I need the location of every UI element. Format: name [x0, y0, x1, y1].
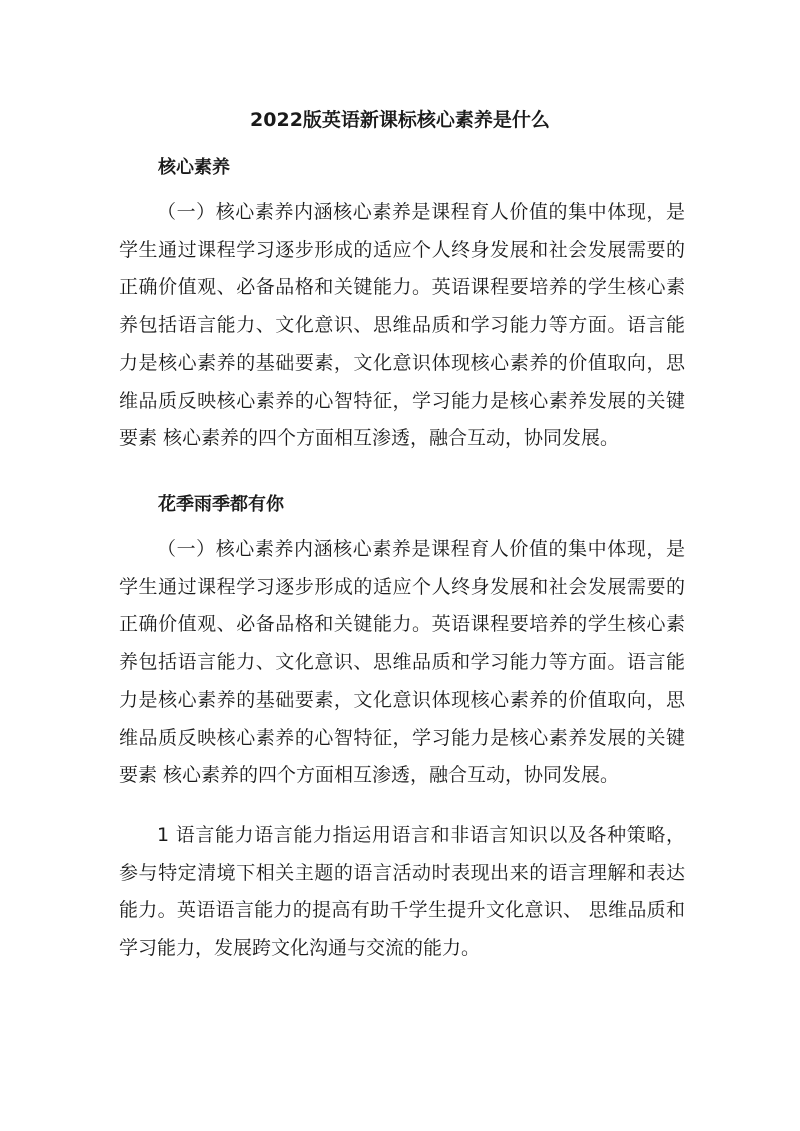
paragraph-line: （一）核心素养内涵核心素养是课程育人价值的集中体现，是	[157, 201, 685, 223]
section-heading-core-literacy: 核心素养	[158, 157, 230, 178]
paragraph-line: 1 语言能力语言能力指运用语言和非语言知识以及各种策略，	[157, 824, 685, 846]
paragraph-line: 能力。英语语言能力的提高有助千学生提升文化意识、 思维品质和	[119, 899, 685, 922]
paragraph-line: 正确价值观、必备品格和关键能力。英语课程要培养的学生核心素	[119, 613, 685, 636]
paragraph-line: （一）核心素养内涵核心素养是课程育人价值的集中体现，是	[157, 538, 685, 560]
paragraph-line: 学生通过课程学习逐步形成的适应个人终身发展和社会发展需要的	[119, 575, 685, 598]
section-paragraph-core-literacy	[119, 194, 685, 458]
section-heading-flower-season: 花季雨季都有你	[158, 494, 284, 515]
section-paragraph-flower-season	[119, 531, 685, 795]
paragraph-line: 参与特定清境下相关主题的语言活动时表现出来的语言理解和表达	[119, 861, 685, 884]
paragraph-line: 要素 核心素养的四个方面相互渗透，融合互动，协同发展。	[119, 427, 620, 450]
paragraph-line: 正确价值观、必备品格和关键能力。英语课程要培养的学生核心素	[119, 276, 685, 299]
paragraph-line: 学习能力，发展跨文化沟通与交流的能力。	[119, 937, 481, 960]
paragraph-line: 学生通过课程学习逐步形成的适应个人终身发展和社会发展需要的	[119, 238, 685, 261]
paragraph-line: 力是核心素养的基础要素，文化意识体现核心素养的价值取向，思	[119, 688, 685, 711]
paragraph-line: 维品质反映核心素养的心智特征，学习能力是核心素养发展的关键	[119, 726, 685, 749]
paragraph-line: 养包括语言能力、文化意识、思维品质和学习能力等方面。语言能	[119, 314, 685, 337]
paragraph-line: 维品质反映核心素养的心智特征，学习能力是核心素养发展的关键	[119, 389, 685, 412]
paragraph-line: 要素 核心素养的四个方面相互渗透，融合互动，协同发展。	[119, 764, 620, 787]
document-title: 2022版英语新课标核心素养是什么	[250, 109, 550, 131]
language-ability-paragraph	[119, 817, 685, 968]
paragraph-line: 养包括语言能力、文化意识、思维品质和学习能力等方面。语言能	[119, 651, 685, 674]
paragraph-line: 力是核心素养的基础要素，文化意识体现核心素养的价值取向，思	[119, 351, 685, 374]
